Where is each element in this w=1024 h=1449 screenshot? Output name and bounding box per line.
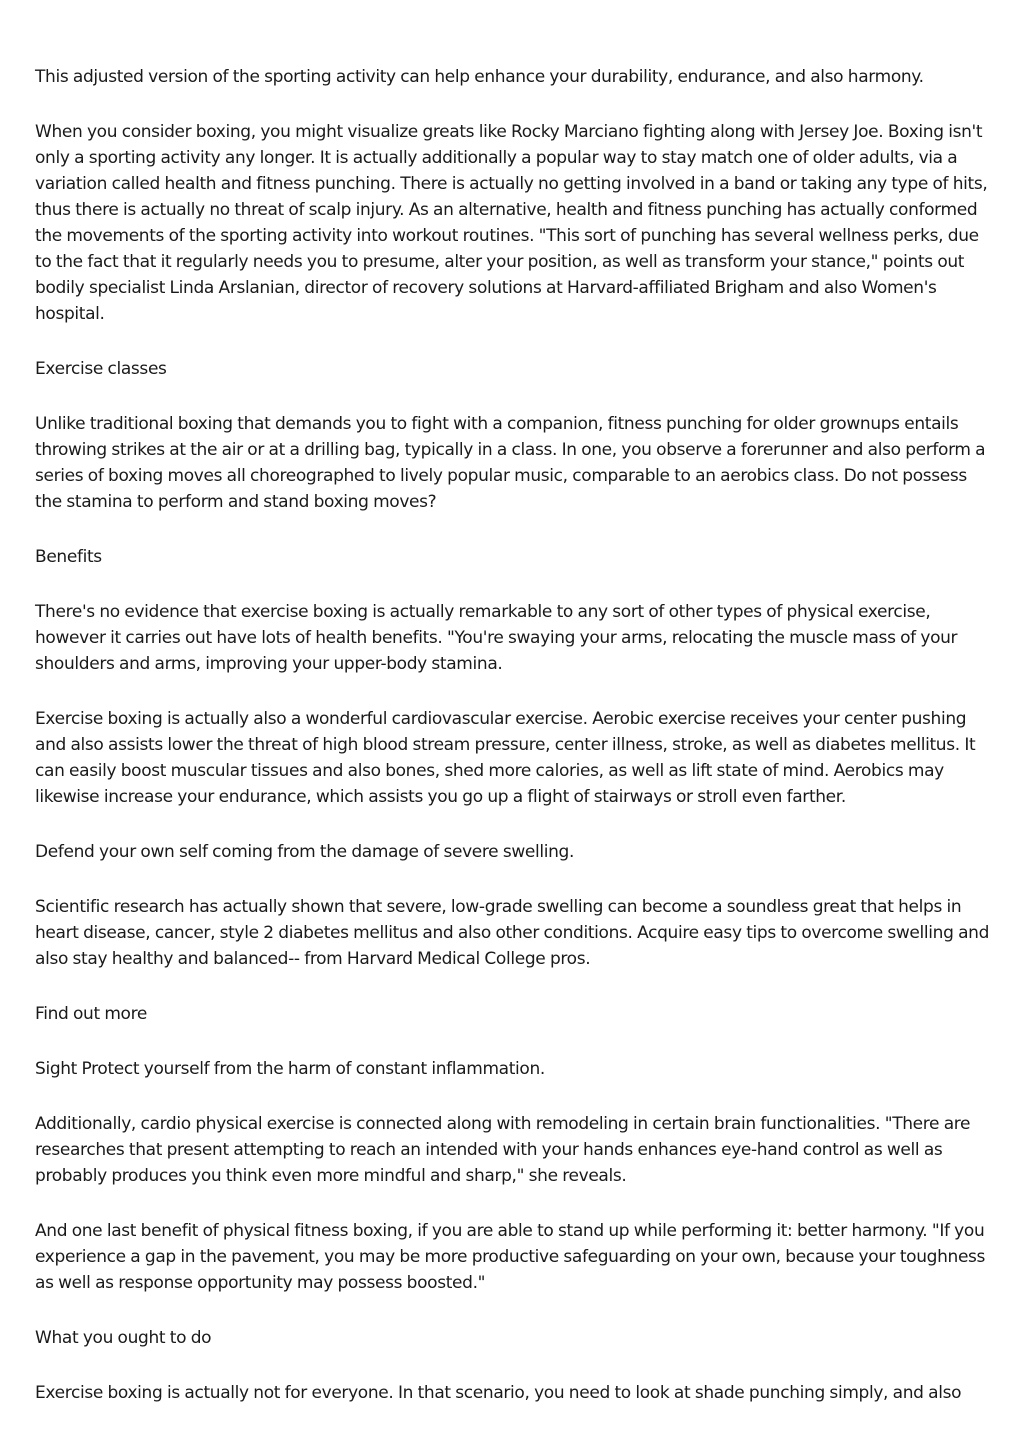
heading-exercise-classes: Exercise classes [35,359,167,379]
heading-benefits: Benefits [35,547,102,567]
paragraph-research: Scientific research has actually shown that severe, low-grade swelling can become a soundless great that helps in heart disease, cancer, style 2 diabetes mellitus and also other conditions. Acquire easy tips to overcome swelling and also stay healthy and balanced-- from Harvard Medical College pros. [35,897,990,969]
paragraph-brain: Additionally, cardio physical exercise is connected along with remodeling in certain brain functionalities. "There are researches that present attempting to reach an intended with your hands enhances eye-hand control as well as probably produces you think even more mindful and sharp," she reveals. [35,1114,971,1186]
paragraph-sight: Sight Protect yourself from the harm of constant inflammation. [35,1059,545,1079]
paragraph-harmony: And one last benefit of physical fitness boxing, if you are able to stand up while performing it: better harmony. "If you experience a gap in the pavement, you may be more productive safeguarding on your own, because your toughness as well as response opportunity may possess boosted." [35,1221,986,1293]
paragraph-defend: Defend your own self coming from the damage of severe swelling. [35,842,575,862]
document-body [35,64,995,1435]
link-find-out-more: Find out more [35,1004,147,1024]
heading-what-to-do: What you ought to do [35,1328,212,1348]
paragraph-intro: This adjusted version of the sporting activity can help enhance your durability, endurance, and also harmony. [35,67,924,87]
paragraph-cardio: Exercise boxing is actually also a wonderful cardiovascular exercise. Aerobic exercise receives your center pushing and also assists lower the threat of high blood stream pressure, center illness, stroke, as well as diabetes mellitus. It can easily boost muscular tissues and also bones, shed more calories, as well as lift state of mind. Aerobics may likewise increase your endurance, which assists you go up a flight of stairways or stroll even farther. [35,709,976,807]
paragraph-not-for-everyone: Exercise boxing is actually not for everyone. In that scenario, you need to look at shade punching simply, and also [35,1383,962,1403]
paragraph-classes: Unlike traditional boxing that demands you to fight with a companion, fitness punching for older grownups entails throwing strikes at the air or at a drilling bag, typically in a class. In one, you observe a forerunner and also perform a series of boxing moves all choreographed to lively popular music, comparable to an aerobics class. Do not possess the stamina to perform and stand boxing moves? [35,414,986,512]
paragraph-evidence: There's no evidence that exercise boxing is actually remarkable to any sort of other types of physical exercise, however it carries out have lots of health benefits. "You're swaying your arms, relocating the muscle mass of your shoulders and arms, improving your upper-body stamina. [35,602,958,674]
paragraph-boxing-overview: When you consider boxing, you might visualize greats like Rocky Marciano fighting along with Jersey Joe. Boxing isn't only a sporting activity any longer. It is actually additionally a popular way to stay match one of older adults, via a variation called health and fitness punching. There is actually no getting involved in a band or taking any type of hits, thus there is actually no threat of scalp injury. As an alternative, health and fitness punching has actually conformed the movements of the sporting activity into workout routines. "This sort of punching has several wellness perks, due to the fact that it regularly needs you to presume, alter your position, as well as transform your stance," points out bodily specialist Linda Arslanian, director of recovery solutions at Harvard-affiliated Brigham and also Women's hospital. [35,122,988,324]
